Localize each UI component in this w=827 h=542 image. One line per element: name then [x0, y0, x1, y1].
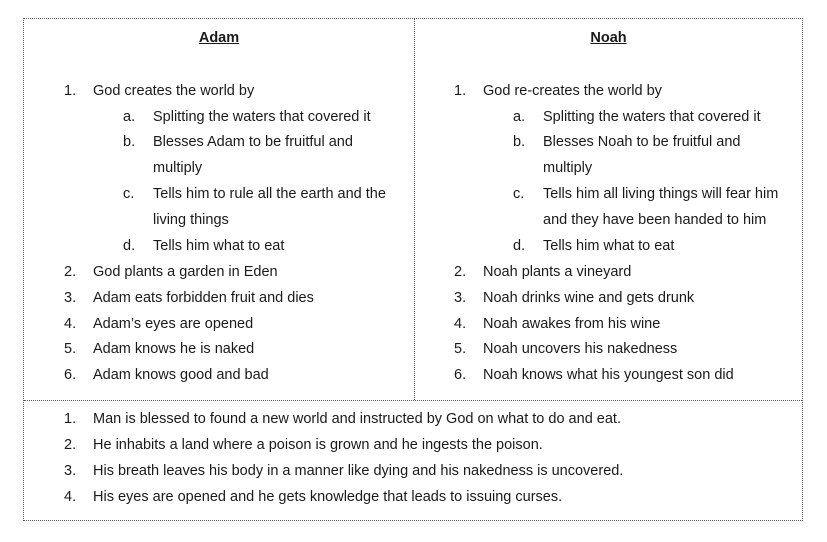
sub-item: Tells him what to eat	[543, 238, 675, 254]
list-number: 6.	[454, 367, 467, 383]
summary-item: Man is blessed to found a new world and instructed by God on what to do and eat.	[93, 411, 621, 427]
summary-row	[24, 400, 802, 521]
list-number: 4.	[64, 316, 77, 332]
sub-letter: c.	[513, 186, 525, 202]
sub-letter: d.	[123, 238, 136, 254]
list-item: Adam knows he is naked	[93, 341, 255, 357]
sub-item: Tells him all living things will fear him	[543, 186, 779, 202]
summary-item: His eyes are opened and he gets knowledge that leads to issuing curses.	[93, 489, 563, 505]
list-number: 2.	[64, 264, 77, 280]
sub-item: Tells him what to eat	[153, 238, 285, 254]
sub-letter: a.	[123, 109, 136, 125]
list-number: 2.	[64, 437, 77, 453]
list-item: Adam knows good and bad	[93, 367, 269, 383]
list-number: 4.	[64, 489, 77, 505]
sub-letter: b.	[513, 134, 526, 150]
sub-item-continuation: multiply	[153, 160, 203, 176]
summary-item: His breath leaves his body in a manner like dying and his nakedness is uncovered.	[93, 463, 624, 479]
sub-item: Blesses Adam to be fruitful and	[153, 134, 353, 150]
sub-item: Blesses Noah to be fruitful and	[543, 134, 741, 150]
sub-letter: d.	[513, 238, 526, 254]
list-number: 4.	[454, 316, 467, 332]
list-number: 1.	[64, 411, 77, 427]
list-item: Adam eats forbidden fruit and dies	[93, 290, 314, 306]
sub-item: Tells him to rule all the earth and the	[153, 186, 386, 202]
list-number: 3.	[64, 463, 77, 479]
sub-item: Splitting the waters that covered it	[543, 109, 761, 125]
list-item: Noah knows what his youngest son did	[483, 367, 734, 383]
sub-item-continuation: multiply	[543, 160, 593, 176]
list-number: 1.	[64, 83, 77, 99]
list-item: God creates the world by	[93, 83, 255, 99]
list-item: Noah plants a vineyard	[483, 264, 632, 280]
noah-heading: Noah	[590, 30, 627, 46]
sub-item-continuation: living things	[153, 212, 229, 228]
adam-column	[24, 19, 415, 400]
sub-letter: a.	[513, 109, 526, 125]
list-item: Noah drinks wine and gets drunk	[483, 290, 695, 306]
list-number: 6.	[64, 367, 77, 383]
adam-heading: Adam	[198, 30, 240, 46]
list-item: Noah uncovers his nakedness	[483, 341, 678, 357]
list-item: Noah awakes from his wine	[483, 316, 661, 332]
list-item: Adam’s eyes are opened	[93, 316, 254, 332]
list-number: 2.	[454, 264, 467, 280]
noah-column	[414, 19, 803, 400]
sub-letter: b.	[123, 134, 136, 150]
list-number: 5.	[64, 341, 77, 357]
summary-item: He inhabits a land where a poison is grown and he ingests the poison.	[93, 437, 543, 453]
sub-item: Splitting the waters that covered it	[153, 109, 371, 125]
sub-letter: c.	[123, 186, 135, 202]
comparison-table	[23, 18, 803, 521]
list-number: 1.	[454, 83, 467, 99]
list-number: 5.	[454, 341, 467, 357]
list-number: 3.	[454, 290, 467, 306]
list-item: God re-creates the world by	[483, 83, 662, 99]
list-item: God plants a garden in Eden	[93, 264, 278, 280]
sub-item-continuation: and they have been handed to him	[543, 212, 767, 228]
list-number: 3.	[64, 290, 77, 306]
